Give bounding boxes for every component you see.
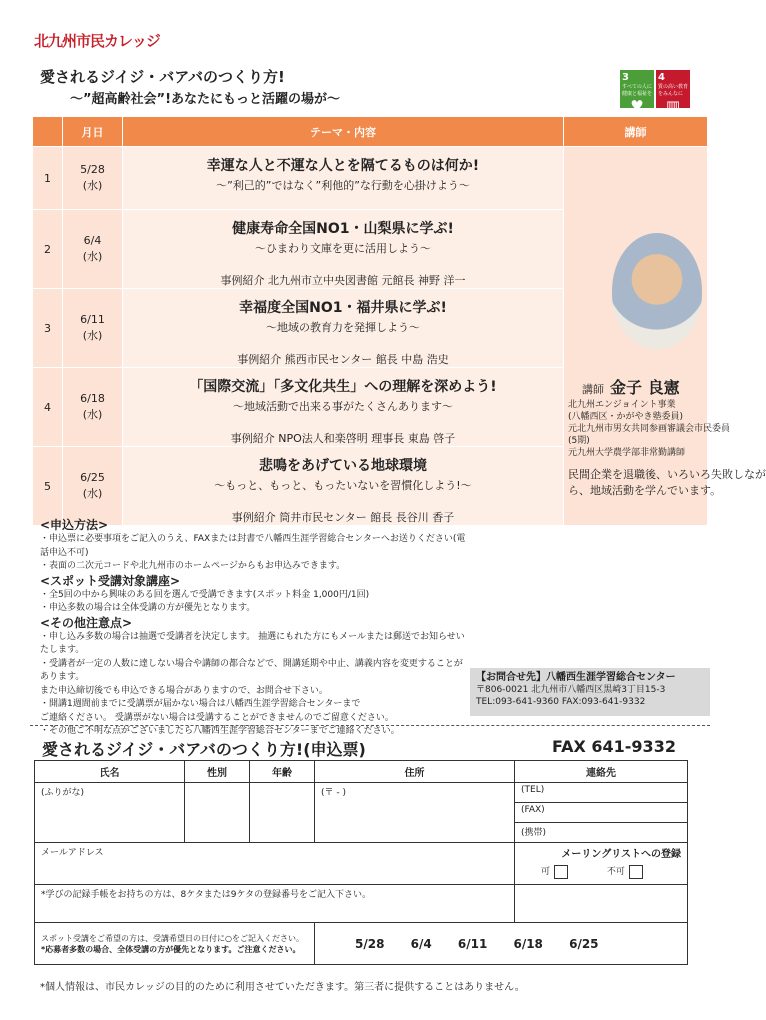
note-line: ご連絡ください。 受講票がない場合は受講することができませんのでご留意ください。: [40, 712, 394, 723]
gender-field[interactable]: [185, 783, 250, 843]
address-field[interactable]: [315, 783, 515, 843]
form-header-address: 住所: [315, 761, 515, 783]
email-label: メールアドレス: [41, 848, 104, 858]
contact-address: 〒806-0021 北九州市八幡西区黒崎3丁目15-3: [476, 685, 666, 695]
note-line: ・申し込み多数の場合は抽選で受講者を決定します。 抽選にもれた方にもメールまたは郵送でお知らせいたします。: [40, 631, 465, 655]
lecturer-bio: [568, 399, 766, 459]
day-value: (水): [82, 408, 103, 421]
row-topic: [123, 368, 564, 447]
day-value: (水): [82, 329, 103, 342]
lecturer-cell: [564, 147, 766, 526]
spot-note-priority: *応募者多数の場合、全体受講の方が優先となります。ご注意ください。: [41, 944, 301, 954]
furigana-label: (ふりがな): [41, 788, 85, 798]
note-line: ・開講1週間前までに受講票が届かない場合は八幡西生涯学習総合センターまで: [40, 699, 361, 709]
notes-heading: <その他注意点>: [40, 615, 133, 630]
contact-box: [470, 668, 710, 716]
form-header-gender: 性別: [185, 761, 250, 783]
note-line: ・その他ご不明な点がございましたら八幡西生涯学習総合センターまでご連絡ください。: [40, 726, 400, 736]
sdg-4-number: 4: [658, 72, 665, 83]
college-logo: 北九州市民カレッジ: [34, 32, 160, 50]
form-header-contact: 連絡先: [515, 761, 688, 783]
date-value: 6/25: [80, 471, 105, 484]
name-field[interactable]: [35, 783, 185, 843]
fax-field[interactable]: [515, 803, 688, 823]
topic-title: 悲鳴をあげている地球環境: [259, 458, 427, 474]
postal-label: (〒 - ): [321, 788, 346, 798]
bio-line: 元九州大学農学部非常勤講師: [568, 448, 686, 458]
row-topic: [123, 147, 564, 210]
day-value: (水): [82, 487, 103, 500]
contact-title: 【お問合せ先】八幡西生涯学習総合センター: [476, 672, 676, 683]
form-header-name: 氏名: [35, 761, 185, 783]
topic-sub: 〜もっと、もっと、もったいないを習慣化しよう!〜: [214, 479, 472, 492]
record-number-field[interactable]: [515, 885, 688, 923]
topic-title: 幸運な人と不運な人とを隔てるものは何か!: [206, 158, 480, 174]
form-header-age: 年齢: [250, 761, 315, 783]
tel-field[interactable]: [515, 783, 688, 803]
topic-sub: 〜”利己的”ではなく”利他的”な行動を心掛けよう〜: [216, 179, 470, 192]
day-value: (水): [82, 250, 103, 263]
lecturer-photo: [612, 233, 702, 349]
note-line: ・受講者が一定の人数に達しない場合や講師の都合などで、開講延期や中止、講義内容を変更することがあります。: [40, 658, 463, 682]
schedule-table: [32, 116, 766, 526]
application-form: [34, 760, 688, 965]
header-no: [33, 117, 63, 147]
record-number-note: [35, 885, 515, 923]
page-subtitle: 〜”超高齢社会”!あなたにもっと活躍の場が〜: [70, 92, 341, 107]
row-number: 1: [33, 147, 63, 210]
spot-note-text: スポット受講をご希望の方は、受講希望日の日付に○をご記入ください。: [41, 933, 304, 943]
row-number: 5: [33, 447, 63, 526]
topic-title: 幸福度全国NO1・福井県に学ぶ!: [239, 300, 447, 316]
row-date: [63, 447, 123, 526]
mailing-ng-label: 不可: [606, 867, 625, 877]
form-title: 愛されるジイジ・バアバのつくり方!(申込票): [42, 740, 366, 759]
row-date: [63, 368, 123, 447]
sdg-4-text: 質の高い教育をみんなに: [658, 84, 689, 97]
topic-example: 事例紹介 NPO法人和楽啓明 理事長 東島 啓子: [230, 432, 456, 445]
page-title: 愛されるジイジ・バアバのつくり方!: [40, 68, 285, 86]
row-topic: [123, 447, 564, 526]
notes-section: [40, 518, 470, 739]
note-line: ・申込多数の場合は全体受講の方が優先となります。: [40, 603, 256, 613]
bio-line: 元北九州市男女共同参画審議会市民委員: [568, 424, 731, 434]
spot-dates-selector[interactable]: 5/28 6/4 6/11 6/18 6/25: [315, 923, 688, 965]
lecturer-name: 金子 良憲: [610, 378, 680, 397]
record-note-text: *学びの記録手帳をお持ちの方は、8ケタまたは9ケタの登録番号をご記入下さい。: [41, 890, 372, 900]
note-line: ・表面の二次元コードや北九州市のホームページからもお申込みできます。: [40, 561, 346, 571]
row-number: 4: [33, 368, 63, 447]
sdg-3-number: 3: [622, 72, 629, 83]
row-topic: [123, 210, 564, 289]
lecturer-label: 講師: [582, 383, 604, 396]
row-date: [63, 210, 123, 289]
contact-tel-fax: TEL:093-641-9360 FAX:093-641-9332: [476, 697, 646, 707]
note-line: ・申込票に必要事項をご記入のうえ、FAXまたは封書で八幡西生涯学習総合センターへお送りください(電話申込不可): [40, 534, 466, 558]
lecturer-description: 民間企業を退職後、いろいろ失敗しながら、地域活動を学んでいます。: [568, 468, 766, 497]
header-topic: テーマ・内容: [123, 117, 564, 147]
header-lecturer: 講師: [564, 117, 708, 147]
day-value: (水): [82, 179, 103, 192]
row-number: 2: [33, 210, 63, 289]
mobile-field[interactable]: [515, 823, 688, 843]
topic-sub: 〜地域活動で出来る事がたくさんあります〜: [233, 400, 453, 413]
bio-line: (八幡西区・かがやき塾委員): [568, 412, 684, 422]
note-line: ・全5回の中から興味のある回を選んで受講できます(スポット料金 1,000円/1回): [40, 589, 370, 600]
form-fax-number: FAX 641-9332: [552, 737, 676, 756]
spot-note-cell: [35, 923, 315, 965]
mailing-ok-label: 可: [541, 867, 551, 877]
sdg-3-badge: [620, 70, 654, 115]
date-value: 5/28: [80, 163, 105, 176]
topic-title: 「国際交流」「多文化共生」への理解を深めよう!: [189, 379, 497, 395]
topic-sub: 〜地域の教育力を発揮しよう〜: [266, 321, 420, 334]
privacy-footer: *個人情報は、市民カレッジの目的のために利用させていただきます。第三者に提供することはありません。: [40, 982, 525, 993]
sdg-3-text: すべての人に健康と福祉を: [622, 84, 653, 97]
topic-example: 事例紹介 筒井市民センター 館長 長谷川 香子: [231, 511, 455, 524]
fax-label: (FAX): [521, 805, 545, 815]
date-value: 6/4: [83, 234, 102, 247]
row-date: [63, 289, 123, 368]
row-topic: [123, 289, 564, 368]
note-line: また申込締切後でも申込できる場合がありますので、お問合せ下さい。: [40, 685, 328, 696]
topic-title: 健康寿命全国NO1・山梨県に学ぶ!: [232, 221, 454, 237]
table-row: [33, 147, 708, 210]
age-field[interactable]: [250, 783, 315, 843]
topic-example: 事例紹介 熊西市民センター 館長 中島 浩史: [237, 353, 449, 366]
tel-label: (TEL): [521, 785, 545, 795]
heartbeat-icon: ♥: [630, 97, 644, 115]
mailing-ok-checkbox[interactable]: [554, 865, 568, 879]
sdg-4-badge: [656, 70, 690, 115]
mailing-ng-checkbox[interactable]: [629, 865, 643, 879]
cut-line: [30, 725, 710, 726]
email-field[interactable]: [35, 843, 515, 885]
date-value: 6/18: [80, 392, 105, 405]
book-icon: ▥: [665, 97, 681, 115]
header-date: 月日: [63, 117, 123, 147]
bio-line: (5期): [568, 436, 590, 446]
notes-heading: <スポット受講対象講座>: [40, 573, 181, 588]
lecturer-name-block: [582, 375, 680, 398]
mailing-list-cell: [515, 843, 688, 885]
date-value: 6/11: [80, 313, 105, 326]
row-number: 3: [33, 289, 63, 368]
bio-line: 北九州エンジョイント事業: [568, 400, 676, 410]
topic-example: 事例紹介 北九州市立中央図書館 元館長 神野 洋一: [220, 274, 466, 287]
topic-sub: 〜ひまわり文庫を更に活用しよう〜: [255, 242, 431, 255]
mailing-list-label: メーリングリストへの登録: [561, 849, 681, 860]
notes-heading: <申込方法>: [40, 518, 109, 532]
mobile-label: (携帯): [521, 828, 547, 838]
row-date: [63, 147, 123, 210]
